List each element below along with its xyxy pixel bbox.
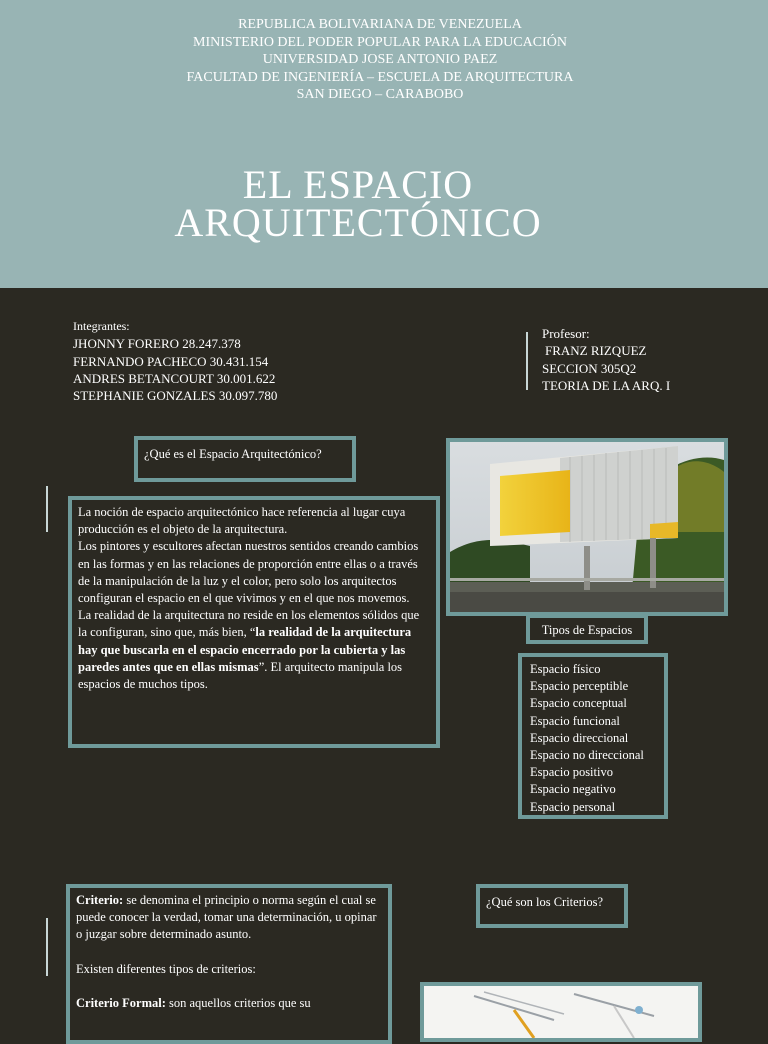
criteria-definition (76, 892, 382, 944)
criteria-formal (76, 995, 382, 1012)
member-item: FERNANDO PACHECO 30.431.154 (73, 353, 269, 369)
definition-quote: la realidad de la arquitectura hay que buscarla en el espacio encerrado por la cubierta y las paredes antes que en ellas mismas (78, 625, 412, 674)
list-item: Espacio funcional (530, 713, 620, 728)
divider-line (46, 918, 48, 976)
criteria-text: se denomina el principio o norma según el cual se puede conocer la verdad, tomar una determinación, u opinar o juzgar sobre determinado asunto. (76, 893, 377, 942)
institution-line: MINISTERIO DEL PODER POPULAR PARA LA EDUCACIÓN (193, 34, 567, 50)
institution-block (0, 16, 760, 104)
definition-paragraph (78, 607, 430, 693)
page-title (0, 162, 716, 245)
sketch-image (420, 982, 702, 1042)
list-item: Espacio direccional (530, 730, 629, 745)
professor-name: FRANZ RIZQUEZ (545, 343, 647, 359)
institution-line: REPUBLICA BOLIVARIANA DE VENEZUELA (238, 17, 522, 32)
definition-box (68, 496, 440, 748)
list-item: Espacio físico (530, 662, 601, 676)
building-illustration (450, 442, 724, 612)
definition-text: ”. El arquitecto manipula los espacios de muchos tipos. (78, 659, 403, 692)
list-item: Espacio positivo (530, 765, 613, 780)
section-label: SECCION 305Q2 (542, 360, 637, 376)
title-line: EL ESPACIO (242, 162, 474, 207)
list-item: Espacio no direccional (530, 748, 644, 763)
formal-text: son aquellos criterios que su (165, 995, 311, 1010)
criteria-intro: Existen diferentes tipos de criterios: (76, 961, 256, 976)
question-text: ¿Qué es el Espacio Arquitectónico? (144, 447, 322, 461)
building-photo (446, 438, 728, 616)
criteria-box (66, 884, 392, 1044)
list-item: Espacio personal (530, 799, 616, 814)
member-item: ANDRES BETANCOURT 30.001.622 (73, 370, 276, 386)
list-item: Espacio negativo (530, 782, 616, 797)
title-line: ARQUITECTÓNICO (174, 200, 542, 245)
formal-term: Criterio Formal: (76, 995, 166, 1010)
criteria-term: Criterio: (76, 893, 124, 907)
types-title: Tipos de Espacios (541, 623, 633, 637)
definition-text: La realidad de la arquitectura no reside en los elementos sólidos que la configuran, sino que, más bien, “ (78, 608, 420, 640)
divider-line (46, 486, 48, 532)
types-list-box (518, 653, 668, 819)
member-item: JHONNY FORERO 28.247.378 (73, 336, 241, 352)
institution-line: UNIVERSIDAD JOSE ANTONIO PAEZ (262, 52, 498, 67)
title-banner (0, 0, 768, 288)
divider-line (526, 332, 528, 390)
list-item: Espacio perceptible (530, 679, 629, 694)
institution-line: FACULTAD DE INGENIERÍA – ESCUELA DE ARQUITECTURA (186, 69, 574, 85)
question-box-espacio (134, 436, 356, 482)
course-label: TEORIA DE LA ARQ. I (542, 377, 671, 393)
institution-line: SAN DIEGO – CARABOBO (296, 87, 464, 102)
members-block (73, 318, 277, 404)
professor-label: Profesor: (542, 326, 590, 341)
definition-paragraph: Los pintores y escultores afectan nuestros sentidos creando cambios en las formas y en las relaciones de proporción entre ellas o a través de la manipulación de la luz y el color, pero solo los arquitectos configuran el espacio en el que vivimos y en el que nos movemos. (78, 539, 419, 606)
sketch-illustration (424, 986, 698, 1038)
member-item: STEPHANIE GONZALES 30.097.780 (73, 388, 278, 404)
question-text: ¿Qué son los Criterios? (486, 895, 603, 909)
list-item: Espacio conceptual (530, 696, 627, 711)
question-box-criterios (476, 884, 628, 928)
members-label: Integrantes: (73, 319, 130, 333)
types-title-box (526, 614, 648, 644)
professor-block (542, 325, 670, 394)
definition-paragraph: La noción de espacio arquitectónico hace referencia al lugar cuya producción es el objeto de la arquitectura. (78, 505, 406, 537)
